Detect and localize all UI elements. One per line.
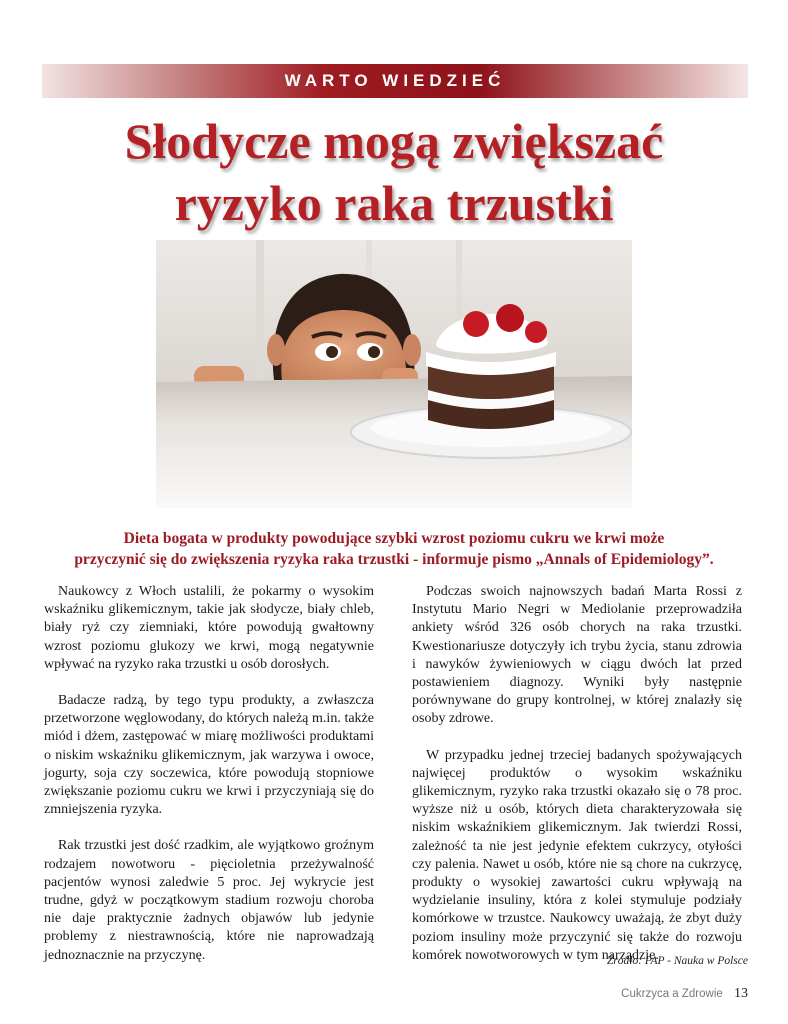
section-label: WARTO WIEDZIEĆ	[284, 71, 506, 90]
magazine-name: Cukrzyca a Zdrowie	[621, 988, 723, 1000]
lead-line: Dieta bogata w produkty powodujące szybki wzrost poziomu cukru we krwi może	[123, 530, 665, 547]
title-line: Słodycze mogą zwiększać	[124, 113, 664, 169]
article-photo	[156, 240, 632, 508]
left-column	[44, 583, 374, 983]
page-footer	[621, 986, 748, 1002]
paragraph: Rak trzustki jest dość rzadkim, ale wyjątkowo groźnym rodzajem nowotworu - pięcioletnia przeżywalność pacjentów wynosi zaledwie 5 proc. Jej wykrycie jest trudne, gdyż w początkowym stadium rozwoju choroba nie daje praktycznie żadnych objawów lub jedynie problemy z niestrawnością, które nie naprowadzają jednoznacznie na przyczynę.	[44, 838, 374, 963]
source-note: Źródło: PAP - Nauka w Polsce	[606, 955, 748, 967]
paragraph: Naukowcy z Włoch ustalili, że pokarmy o wysokim wskaźniku glikemicznym, takie jak słodycze, biały chleb, biały ryż czy ziemniaki, które powodują gwałtowny wzrost poziomu glukozy we krwi, mogą negatywnie wpływać na ryzyko raka trzustki u osób dorosłych.	[44, 584, 374, 672]
article-title	[40, 110, 748, 234]
article-lead	[40, 528, 748, 570]
paragraph: Badacze radzą, by tego typu produkty, a zwłaszcza przetworzone węglowodany, do których należą m.in. także miód i dżem, zastępować w miarę możliwości produktami o niskim wskaźniku glikemicznym, jak warzywa i owoce, jogurty, soja czy soczewica, które powodują stopniowe zwiększanie poziomu cukru we krwi i przyczyniają się do zmniejszenia ryzyka.	[44, 693, 374, 818]
paragraph: W przypadku jednej trzeciej badanych spożywających najwięcej produktów o wysokim wskaźniku glikemicznym, ryzyko raka trzustki okazało się o 78 proc. wyższe niż u osób, których dieta charakteryzowała się niskim wskaźnikiem glikemicznym. Jak twierdzi Rossi, zależność ta nie jest jedynie efektem cukrzycy, otyłości czy palenia. Nawet u osób, które nie są chore na cukrzycę, produkty o wysokiej zawartości cukru wpływają na wydzielanie insuliny, która z kolei stymuluje podziały komórkowe w trzustce. Naukowcy uważają, że zbyt duży poziom insuliny może przyczynić się także do rozwoju komórek nowotworowych w tym narządzie.	[412, 747, 742, 963]
lead-line: przyczynić się do zwiększenia ryzyka raka trzustki - informuje pismo „Annals of Epidemiology”.	[74, 551, 714, 568]
title-line: ryzyko raka trzustki	[174, 175, 614, 231]
page-number: 13	[734, 986, 748, 1001]
right-column	[412, 583, 742, 983]
paragraph: Podczas swoich najnowszych badań Marta Rossi z Instytutu Mario Negri w Mediolanie przeprowadziła ankiety wśród 326 osób chorych na raka trzustki. Kwestionariusze dotyczyły ich trybu życia, stanu zdrowia i nawyków żywieniowych w ciągu dwóch lat przed postawieniem diagnozy. Wyniki były następnie porównywane do grupy kontrolnej, w której znalazły się osoby zdrowe.	[412, 584, 742, 727]
section-banner	[42, 64, 748, 98]
